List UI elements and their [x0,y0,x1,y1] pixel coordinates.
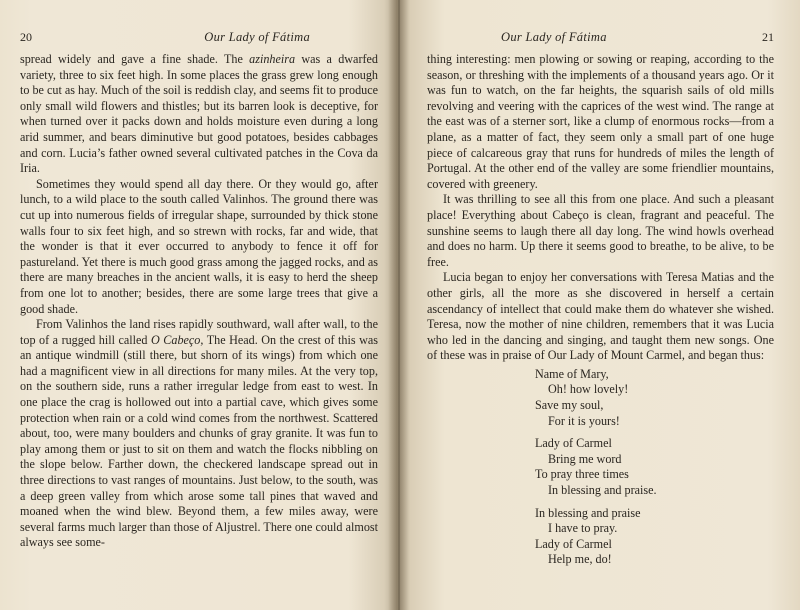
left-running-head-title: Our Lady of Fátima [204,30,310,44]
poem-line: To pray three times [535,467,629,482]
paragraph [20,52,378,177]
text-run: spread widely and gave a fine shade. The [20,52,250,66]
right-running-header [427,30,774,48]
poem-line: Name of Mary, [535,366,609,381]
text-run: From Valinhos the land rises rapidly southward, wall after wall, to the top of a rugged hill called [20,317,378,347]
right-page-body [427,52,774,364]
left-page-body [20,52,378,551]
poem-line: Bring me word [548,451,622,466]
poem-line: In blessing and praise [535,505,641,520]
poem-line: Oh! how lovely! [548,382,629,397]
paragraph [427,192,774,270]
text-run: It was thrilling to see all this from one place. And such a pleasant place! Everything about Cabeço is clean, fragrant and peaceful. The sunshine seems to laugh there all day long. The wind howls overhead and does no harm. Up there it seems good to breathe, to be alive, to be free. [427,192,774,269]
poem-line: Lady of Carmel [535,536,612,551]
poem-stanza [535,436,774,498]
poem-line: I have to pray. [548,521,618,536]
italic-term: azinheira [249,52,296,66]
left-page-number: 20 [20,30,32,44]
hymn-poem [535,367,774,568]
poem-line: For it is yours! [548,413,620,428]
text-run: was a dwarfed variety, three to six feet high. In some places the grass grew long enough to be cut as hay. Much of the soil is reddish clay, and seems fit to produce only small wild flowers and thistles; but its barren look is deceptive, for when turned over it packs down and holds moisture even during a long arid summer, and bears diminutive but good potatoes, besides cabbages and corn. Lucia’s father owned several cultivated patches in the Cova da Iria. [20,52,378,176]
text-run: Sometimes they would spend all day there. Or they would go, after lunch, to a wild place to the south called Valinhos. The ground there was cut up into numerous fields of irregular shape, surrounded by thick stone walls four to six feet high, and so strewn with rocks, far and wide, that the wonder is that it ever occurred to anybody to fence it off for pastureland. Yet there is much good grass among the jagged rocks, and as there are many breaches in the ancient walls, it is easy to herd the sheep from one lot to another; besides, there are some large trees that give a good shade. [20,176,378,316]
right-page [396,0,800,610]
text-run: Lucia began to enjoy her conversations with Teresa Matias and the other girls, all the more as she discovered in herself a certain ascendancy of intellect that could make them do whatever she wished. Teresa, now the mother of nine children, remembers that it was Lucia who led in the dancing and singing, and taught them new songs. One of these was in praise of Our Lady of Mount Carmel, and began thus: [427,270,774,363]
paragraph [20,317,378,551]
poem-line: In blessing and praise. [548,483,657,498]
paragraph [427,52,774,192]
poem-line: Save my soul, [535,398,604,413]
italic-term: O Cabeço, [151,332,204,347]
left-running-header [20,30,378,48]
poem-line: Lady of Carmel [535,436,612,451]
right-page-number: 21 [762,30,774,44]
paragraph [20,177,378,317]
text-run: The Head. On the crest of this was an antique windmill (still there, but shorn of its wings) from which one had a magnificent view in all directions for many miles. At the very top, on the southern side, runs a rather irregular ledge from east to west. In one place the crag is hollowed out into a partial cave, which gives some protection when rain or a cold wind comes from the northwest. Scattered about, too, were many boulders and chunks of gray granite. It was fun to play among them or just to sit on them and watch the flocks nibbling on the slope below. Farther down, the checkered landscape spread out in three directions to vast ranges of mountains. Just below, to the south, was a deep green valley from which arose some tall pines that waved and moaned when the wind blew. Beyond them, a few miles away, were several farms much larger than those of Aljustrel. There one could almost always see some- [20,332,378,550]
poem-line: Help me, do! [548,552,612,567]
paragraph [427,270,774,364]
poem-stanza [535,506,774,568]
poem-stanza [535,367,774,429]
text-run: thing interesting: men plowing or sowing or reaping, according to the season, or threshing with the implements of a thousand years ago. Or it was fun to watch, on the far heights, the squarish sails of old mills revolving and veering with the caprices of the west wind. The range at the east was of a sterner sort, like a clump of enormous rocks—from a plane, as a matter of fact, they seem only a small part of one huge piece of calcareous gray that runs for hundreds of miles the length of Portugal. At the other end of the valley are some friendlier mountains, covered with greenery. [427,52,774,191]
right-running-head-title: Our Lady of Fátima [501,30,607,44]
left-page [0,0,396,610]
